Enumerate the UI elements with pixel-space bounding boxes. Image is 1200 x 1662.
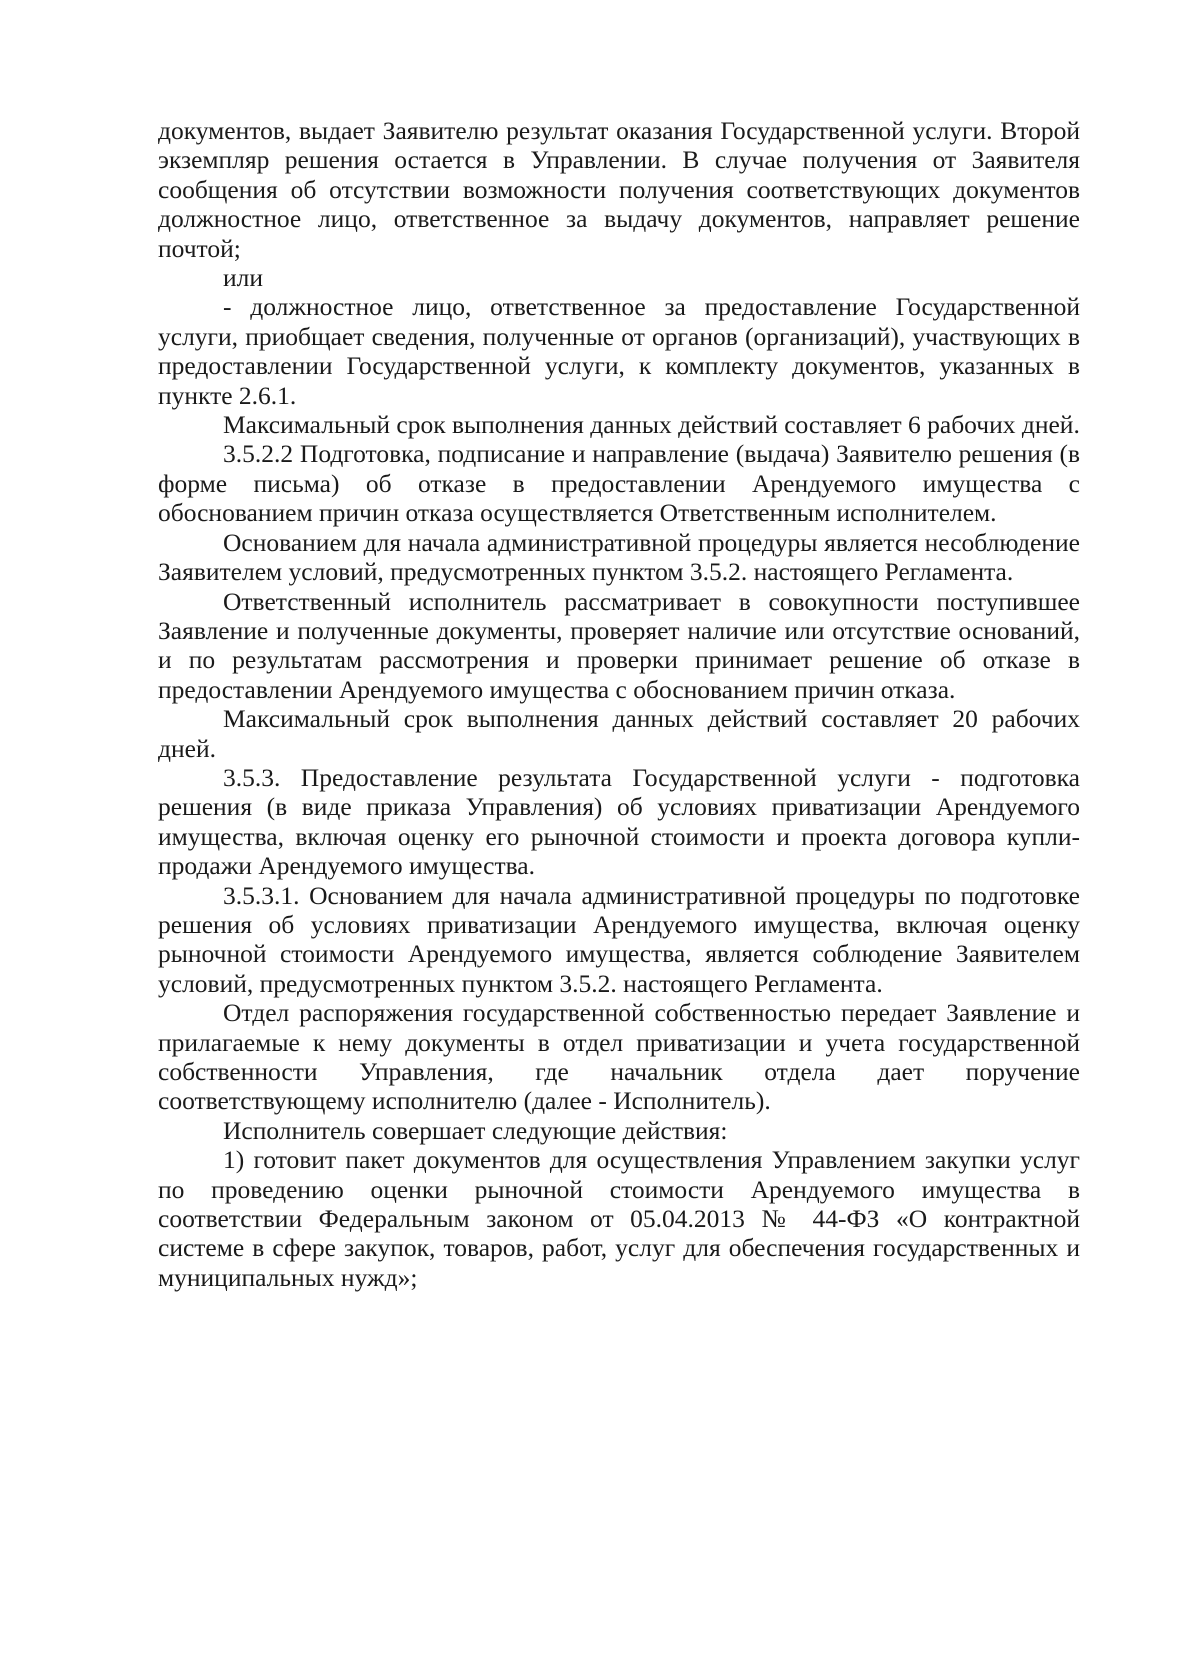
paragraph-1: документов, выдает Заявителю результат оказания Государственной услуги. Второй экземпляр решения остается в Управлении. В случае получения от Заявителя сообщения об отсутствии возможности получения соответствующих документов должностное лицо, ответственное за выдачу документов, направляет решение почтой; [158,116,1080,263]
paragraph-13: 1) готовит пакет документов для осуществления Управлением закупки услуг по проведению оценки рыночной стоимости Арендуемого имущества в соответствии Федеральным законом от 05.04.2013 № 44-ФЗ «О контрактной системе в сфере закупок, товаров, работ, услуг для обеспечения государственных и муниципальных нужд»; [158,1145,1080,1292]
paragraph-12: Исполнитель совершает следующие действия: [223,1115,728,1145]
document-page [158,116,1080,1292]
paragraph-5: 3.5.2.2 Подготовка, подписание и направление (выдача) Заявителю решения (в форме письма) об отказе в предоставлении Арендуемого имущества с обоснованием причин отказа осуществляется Ответственным исполнителем. [158,439,1080,528]
paragraph-2: или [223,263,264,293]
paragraph-7: Ответственный исполнитель рассматривает в совокупности поступившее Заявление и полученные документы, проверяет наличие или отсутствие оснований, и по результатам рассмотрения и проверки принимает решение об отказе в предоставлении Арендуемого имущества с обоснованием причин отказа. [158,586,1080,704]
paragraph-11: Отдел распоряжения государственной собственностью передает Заявление и прилагаемые к нему документы в отдел приватизации и учета государственной собственности Управления, где начальник отдела дает поручение соответствующему исполнителю (далее - Исполнитель). [158,998,1080,1116]
paragraph-3: - должностное лицо, ответственное за предоставление Государственной услуги, приобщает сведения, полученные от органов (организаций), участвующих в предоставлении Государственной услуги, к комплекту документов, указанных в пункте 2.6.1. [158,292,1080,410]
paragraph-9: 3.5.3. Предоставление результата Государственной услуги - подготовка решения (в виде приказа Управления) об условиях приватизации Арендуемого имущества, включая оценку его рыночной стоимости и проекта договора купли-продажи Арендуемого имущества. [158,762,1080,881]
paragraph-10: 3.5.3.1. Основанием для начала административной процедуры по подготовке решения об условиях приватизации Арендуемого имущества, включая оценку рыночной стоимости Арендуемого имущества, является соблюдение Заявителем условий, предусмотренных пунктом 3.5.2. настоящего Регламента. [158,880,1080,998]
paragraph-8: Максимальный срок выполнения данных действий составляет 20 рабочих дней. [158,704,1080,763]
paragraph-4: Максимальный срок выполнения данных действий составляет 6 рабочих дней. [223,410,1080,440]
paragraph-6: Основанием для начала административной процедуры является несоблюдение Заявителем условий, предусмотренных пунктом 3.5.2. настоящего Регламента. [158,527,1080,587]
